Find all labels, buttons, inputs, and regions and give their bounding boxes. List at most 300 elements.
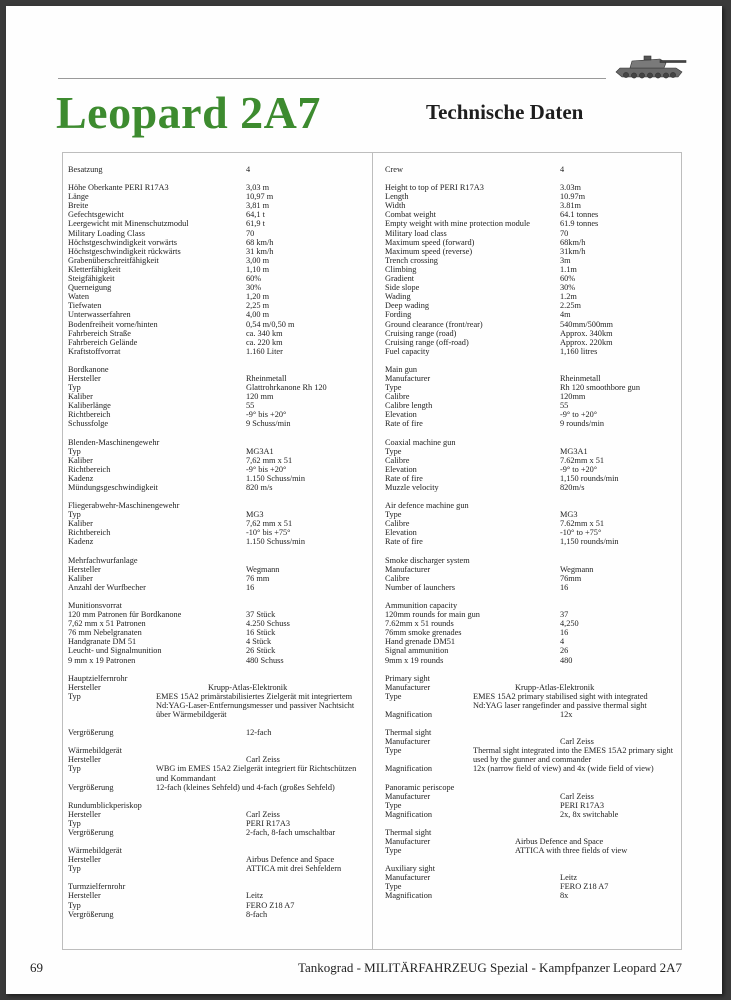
spec-label: 7,62 mm x 51 Patronen <box>68 619 146 629</box>
spec-row <box>68 301 366 310</box>
spec-value: 1.2m <box>560 292 577 302</box>
spec-row <box>385 447 679 456</box>
spec-label: Richtbereich <box>68 410 111 420</box>
spec-group <box>385 828 679 855</box>
spec-label: Kaliber <box>68 455 93 465</box>
spec-value: 1.160 Liter <box>246 346 283 356</box>
spec-label: 76 mm Nebelgranaten <box>68 628 142 638</box>
spec-label: Typ <box>68 510 81 520</box>
spec-row <box>68 692 366 719</box>
spec-row <box>68 165 366 174</box>
spec-row <box>385 610 679 619</box>
spec-label: Type <box>385 691 402 701</box>
spec-value: 820 m/s <box>246 483 273 492</box>
spec-group-heading: Bordkanone <box>68 364 109 374</box>
spec-label: Calibre <box>385 455 410 465</box>
spec-value: 480 <box>560 655 573 665</box>
spec-row <box>68 419 366 428</box>
spec-value: 37 <box>560 610 569 620</box>
spec-label: Elevation <box>385 464 417 474</box>
spec-row <box>385 764 679 773</box>
spec-group <box>385 365 679 429</box>
spec-label: Manufacturer <box>385 682 431 692</box>
spec-label: Rate of fire <box>385 419 423 429</box>
spec-label: 9mm x 19 rounds <box>385 655 444 665</box>
spec-row <box>385 274 679 283</box>
spec-row <box>385 565 679 574</box>
spec-value: 4 <box>560 637 565 647</box>
spec-value: EMES 15A2 primärstabilisiertes Zielgerät mit integriertem Nd:YAG-Laser-Entfernungsmesser und passiver Nachtsicht über Wärmebildgerät <box>156 691 355 719</box>
spec-value: 1,160 litres <box>560 346 598 356</box>
spec-row <box>68 755 366 764</box>
spec-row <box>385 873 679 882</box>
spec-value: -10° bis +75° <box>246 528 291 538</box>
spec-value: Leitz <box>560 873 578 883</box>
spec-value: 4,00 m <box>246 310 270 320</box>
spec-label: Kaliber <box>68 392 93 402</box>
spec-group-heading: Wärmebildgerät <box>68 846 122 856</box>
spec-label: Rate of fire <box>385 537 423 547</box>
spec-row <box>68 247 366 256</box>
spec-value: 7,62 mm x 51 <box>246 455 293 465</box>
spec-row <box>68 864 366 873</box>
spec-label: Wading <box>385 292 411 302</box>
spec-label: Crew <box>385 165 403 174</box>
spec-value: Rh 120 smoothbore gun <box>560 383 640 393</box>
spec-row <box>385 347 679 356</box>
spec-row <box>68 256 366 265</box>
spec-label: Tiefwaten <box>68 301 102 311</box>
spec-value: 1,150 rounds/min <box>560 537 619 547</box>
spec-label: Type <box>385 882 402 892</box>
spec-group <box>385 674 679 719</box>
spec-label: Typ <box>68 818 81 828</box>
spec-value: Krupp-Atlas-Elektronik <box>208 682 288 692</box>
spec-group <box>385 601 679 665</box>
spec-value: ATTICA mit drei Sehfeldern <box>246 864 342 874</box>
spec-value: 61,9 t <box>246 219 265 229</box>
spec-row <box>385 419 679 428</box>
spec-row <box>68 238 366 247</box>
spec-label: Breite <box>68 201 89 211</box>
spec-group <box>385 165 679 174</box>
spec-value: 26 <box>560 646 569 656</box>
spec-row <box>68 646 366 655</box>
spec-row <box>385 510 679 519</box>
spec-label: Schussfolge <box>68 419 109 429</box>
spec-group-heading: Rundumblickperiskop <box>68 800 142 810</box>
spec-label: Ground clearance (front/rear) <box>385 319 483 329</box>
spec-label: Unterwasserfahren <box>68 310 131 320</box>
spec-label: Handgranate DM 51 <box>68 637 137 647</box>
spec-label: Type <box>385 800 402 810</box>
english-column <box>385 165 679 910</box>
spec-row <box>68 347 366 356</box>
spec-value: 120 mm <box>246 392 274 402</box>
spec-label: Calibre length <box>385 401 433 411</box>
spec-label: Height to top of PERI R17A3 <box>385 183 484 193</box>
spec-row <box>385 283 679 292</box>
spec-group <box>68 846 366 873</box>
spec-group-heading: Hauptzielfernrohr <box>68 673 128 683</box>
spec-label: Muzzle velocity <box>385 483 439 492</box>
spec-group <box>68 601 366 665</box>
spec-label: Vergrößerung <box>68 728 114 738</box>
spec-label: Typ <box>68 900 81 910</box>
spec-row <box>385 483 679 492</box>
spec-group-heading: Air defence machine gun <box>385 501 469 511</box>
spec-row <box>68 410 366 419</box>
spec-label: Manufacturer <box>385 564 431 574</box>
spec-label: Type <box>385 510 402 520</box>
spec-label: Military load class <box>385 228 447 238</box>
spec-row <box>68 901 366 910</box>
spec-value: MG3A1 <box>246 446 274 456</box>
spec-label: Richtbereich <box>68 528 111 538</box>
spec-value: 9 rounds/min <box>560 419 605 429</box>
spec-label: Magnification <box>385 764 433 774</box>
spec-group <box>385 183 679 356</box>
spec-label: Military Loading Class <box>68 228 145 238</box>
spec-label: 120mm rounds for main gun <box>385 610 480 620</box>
spec-group-heading: Main gun <box>385 364 418 374</box>
spec-row <box>68 637 366 646</box>
spec-row <box>68 474 366 483</box>
spec-value: 70 <box>246 228 255 238</box>
spec-value: Krupp-Atlas-Elektronik <box>515 682 595 692</box>
spec-value: -9° bis +20° <box>246 464 287 474</box>
spec-row <box>68 292 366 301</box>
spec-row <box>68 201 366 210</box>
spec-label: Kadenz <box>68 473 94 483</box>
spec-row <box>68 819 366 828</box>
spec-label: Type <box>385 446 402 456</box>
spec-row <box>385 201 679 210</box>
spec-value: 4 Stück <box>246 637 272 647</box>
spec-value: 12x (narrow field of view) and 4x (wide field of view) <box>473 764 654 774</box>
spec-label: Vergrößerung <box>68 909 114 919</box>
spec-value: Rheinmetall <box>246 373 287 383</box>
spec-label: Richtbereich <box>68 464 111 474</box>
spec-row <box>385 320 679 329</box>
spec-value: 12-fach (kleines Sehfeld) und 4-fach (großes Sehfeld) <box>156 782 335 792</box>
spec-row <box>385 183 679 192</box>
spec-row <box>68 891 366 900</box>
spec-row <box>385 637 679 646</box>
spec-label: Number of launchers <box>385 582 456 592</box>
page-number: 69 <box>30 960 43 975</box>
spec-value: 76 mm <box>246 573 270 583</box>
spec-group <box>68 183 366 356</box>
spec-row <box>385 583 679 592</box>
spec-group <box>385 438 679 493</box>
spec-value: 68 km/h <box>246 237 274 247</box>
spec-label: Type <box>385 383 402 393</box>
spec-group <box>68 746 366 791</box>
spec-row <box>68 183 366 192</box>
spec-value: Wegmann <box>560 564 594 574</box>
spec-label: Manufacturer <box>385 791 431 801</box>
spec-value: 4.250 Schuss <box>246 619 290 629</box>
spec-value: FERO Z18 A7 <box>246 900 295 910</box>
spec-value: 4,250 <box>560 619 579 629</box>
spec-label: 7.62mm x 51 rounds <box>385 619 454 629</box>
spec-value: 4m <box>560 310 571 320</box>
spec-label: Anzahl der Wurfbecher <box>68 582 146 592</box>
spec-label: Maximum speed (forward) <box>385 237 475 247</box>
spec-label: Fuel capacity <box>385 346 430 356</box>
spec-row <box>68 537 366 546</box>
spec-row <box>68 483 366 492</box>
spec-label: Maximum speed (reverse) <box>385 246 473 256</box>
spec-label: Besatzung <box>68 165 103 174</box>
spec-row <box>68 210 366 219</box>
spec-value: 4 <box>560 165 565 174</box>
spec-group <box>385 783 679 819</box>
spec-value: 60% <box>560 274 576 284</box>
spec-row <box>385 474 679 483</box>
spec-group <box>68 882 366 918</box>
spec-row <box>385 238 679 247</box>
spec-value: 12x <box>560 709 573 719</box>
spec-value: 55 <box>560 401 569 411</box>
spec-value: -9° to +20° <box>560 410 598 420</box>
spec-row <box>385 574 679 583</box>
spec-group-heading: Munitionsvorrat <box>68 600 122 610</box>
spec-group <box>385 556 679 592</box>
spec-label: Hersteller <box>68 373 101 383</box>
spec-value: Carl Zeiss <box>246 755 280 765</box>
spec-value: Glattrohrkanone Rh 120 <box>246 383 327 393</box>
spec-group-heading: Turmzielfernrohr <box>68 882 126 892</box>
spec-label: 120 mm Patronen für Bordkanone <box>68 610 182 620</box>
spec-label: Waten <box>68 292 89 302</box>
spec-value: -9° bis +20° <box>246 410 287 420</box>
spec-label: Typ <box>68 691 81 701</box>
spec-label: Typ <box>68 446 81 456</box>
spec-row <box>385 628 679 637</box>
spec-group-heading: Fliegerabwehr-Maschinengewehr <box>68 501 180 511</box>
spec-label: Manufacturer <box>385 873 431 883</box>
spec-value: ca. 340 km <box>246 328 283 338</box>
spec-row <box>68 719 366 728</box>
spec-row <box>385 882 679 891</box>
spec-label: Höhe Oberkante PERI R17A3 <box>68 183 169 193</box>
spec-row <box>385 247 679 256</box>
spec-label: 9 mm x 19 Patronen <box>68 655 136 665</box>
spec-label: Length <box>385 192 409 202</box>
spec-row <box>385 710 679 719</box>
spec-value: 16 <box>560 628 569 638</box>
spec-value: 3.03m <box>560 183 581 193</box>
spec-row <box>68 465 366 474</box>
spec-row <box>68 374 366 383</box>
spec-label: Vergrößerung <box>68 828 114 838</box>
spec-label: Typ <box>68 383 81 393</box>
spec-label: Trench crossing <box>385 255 438 265</box>
spec-value: 64.1 tonnes <box>560 210 599 220</box>
spec-value: Carl Zeiss <box>246 809 280 819</box>
spec-value: MG3 <box>246 510 264 520</box>
spec-group <box>68 365 366 429</box>
spec-row <box>385 810 679 819</box>
spec-row <box>385 465 679 474</box>
spec-label: Kraftstoffvorrat <box>68 346 121 356</box>
spec-group <box>68 165 366 174</box>
spec-group-heading: Primary sight <box>385 673 430 683</box>
spec-label: Gradient <box>385 274 415 284</box>
spec-row <box>385 656 679 665</box>
spec-row <box>68 283 366 292</box>
spec-label: Deep wading <box>385 301 430 311</box>
spec-label: Mündungsgeschwindigkeit <box>68 483 158 492</box>
spec-label: Hersteller <box>68 682 101 692</box>
spec-group <box>68 556 366 592</box>
spec-row <box>68 656 366 665</box>
spec-row <box>68 229 366 238</box>
spec-value: 76mm <box>560 573 582 583</box>
spec-row <box>68 683 366 692</box>
spec-label: Empty weight with mine protection module <box>385 219 530 229</box>
spec-row <box>385 374 679 383</box>
spec-label: Typ <box>68 864 81 874</box>
spec-label: Typ <box>68 764 81 774</box>
spec-row <box>385 192 679 201</box>
spec-value: 3m <box>560 255 571 265</box>
spec-value: 820m/s <box>560 483 585 492</box>
spec-row <box>385 683 679 692</box>
spec-label: Cruising range (road) <box>385 328 457 338</box>
spec-value: 4 <box>246 165 251 174</box>
spec-label: Hersteller <box>68 755 101 765</box>
spec-value: 2-fach, 8-fach umschaltbar <box>246 828 336 838</box>
spec-row <box>68 828 366 837</box>
spec-value: 7,62 mm x 51 <box>246 519 293 529</box>
spec-value: 1,150 rounds/min <box>560 473 619 483</box>
spec-row <box>68 383 366 392</box>
spec-label: Leergewicht mit Minenschutzmodul <box>68 219 189 229</box>
spec-label: Kadenz <box>68 537 94 547</box>
spec-label: Type <box>385 846 402 856</box>
spec-row <box>68 392 366 401</box>
spec-row <box>68 610 366 619</box>
spec-row <box>68 783 366 792</box>
spec-value: PERI R17A3 <box>560 800 605 810</box>
spec-row <box>385 646 679 655</box>
spec-row <box>385 210 679 219</box>
spec-value: 30% <box>246 283 262 293</box>
spec-row <box>385 256 679 265</box>
spec-value: MG3A1 <box>560 446 588 456</box>
spec-group-heading: Thermal sight <box>385 728 432 738</box>
spec-row <box>385 692 679 710</box>
spec-row <box>68 219 366 228</box>
spec-row <box>68 456 366 465</box>
document-page <box>6 6 722 994</box>
spec-label: Höchstgeschwindigkeit rückwärts <box>68 246 181 256</box>
spec-row <box>68 519 366 528</box>
spec-value: WBG im EMES 15A2 Zielgerät integriert für Richtschützen und Kommandant <box>156 764 357 783</box>
spec-label: Rate of fire <box>385 473 423 483</box>
spec-group-heading: Ammunition capacity <box>385 600 458 610</box>
spec-group-heading: Auxiliary sight <box>385 864 436 874</box>
spec-label: Fahrbereich Gelände <box>68 337 138 347</box>
tank-icon <box>610 44 688 84</box>
spec-group-heading: Blenden-Maschinengewehr <box>68 437 160 447</box>
spec-label: Fahrbereich Straße <box>68 328 131 338</box>
spec-label: Combat weight <box>385 210 436 220</box>
spec-label: Bodenfreiheit vorne/hinten <box>68 319 158 329</box>
spec-value: 9 Schuss/min <box>246 419 291 429</box>
spec-row <box>68 628 366 637</box>
spec-value: 64,1 t <box>246 210 265 220</box>
spec-row <box>68 338 366 347</box>
header-rule <box>58 78 606 79</box>
spec-row <box>68 320 366 329</box>
spec-value: 480 Schuss <box>246 655 284 665</box>
spec-label: Type <box>385 746 402 756</box>
spec-value: 3,03 m <box>246 183 270 193</box>
spec-value: 1.150 Schuss/min <box>246 473 306 483</box>
spec-value: -10° to +75° <box>560 528 602 538</box>
spec-row <box>385 165 679 174</box>
spec-label: Side slope <box>385 283 420 293</box>
spec-label: Magnification <box>385 709 433 719</box>
spec-group-heading: Panoramic periscope <box>385 782 455 792</box>
spec-row <box>385 519 679 528</box>
spec-value: 1,20 m <box>246 292 270 302</box>
spec-row <box>68 855 366 864</box>
spec-label: Gefechtsgewicht <box>68 210 124 220</box>
spec-value: Approx. 340km <box>560 328 613 338</box>
spec-value: 2x, 8x switchable <box>560 809 619 819</box>
spec-row <box>68 510 366 519</box>
spec-row <box>385 229 679 238</box>
spec-value: 8x <box>560 891 569 901</box>
spec-label: Grabenüberschreitfähigkeit <box>68 255 159 265</box>
spec-value: 2.25m <box>560 301 581 311</box>
spec-row <box>68 810 366 819</box>
spec-value: 3.81m <box>560 201 581 211</box>
spec-value: 3,81 m <box>246 201 270 211</box>
spec-label: Signal ammunition <box>385 646 449 656</box>
spec-row <box>385 537 679 546</box>
spec-table <box>62 152 682 950</box>
spec-value: Rheinmetall <box>560 373 601 383</box>
spec-row <box>385 392 679 401</box>
spec-group-heading: Smoke discharger system <box>385 555 470 565</box>
spec-group <box>385 501 679 546</box>
spec-row <box>385 410 679 419</box>
spec-row <box>385 310 679 319</box>
spec-value: 0,54 m/0,50 m <box>246 319 295 329</box>
spec-value: 68km/h <box>560 237 586 247</box>
spec-value: FERO Z18 A7 <box>560 882 609 892</box>
spec-value: 10.97m <box>560 192 586 202</box>
spec-row <box>68 401 366 410</box>
spec-label: Fording <box>385 310 412 320</box>
spec-value: ca. 220 km <box>246 337 283 347</box>
spec-row <box>68 265 366 274</box>
spec-value: 1.150 Schuss/min <box>246 537 306 547</box>
spec-row <box>68 310 366 319</box>
spec-group <box>68 501 366 546</box>
spec-label: Steigfähigkeit <box>68 274 115 284</box>
spec-value: 31km/h <box>560 246 586 256</box>
spec-label: Vergrößerung <box>68 782 114 792</box>
spec-value: 60% <box>246 274 262 284</box>
spec-value: 1.1m <box>560 264 577 274</box>
